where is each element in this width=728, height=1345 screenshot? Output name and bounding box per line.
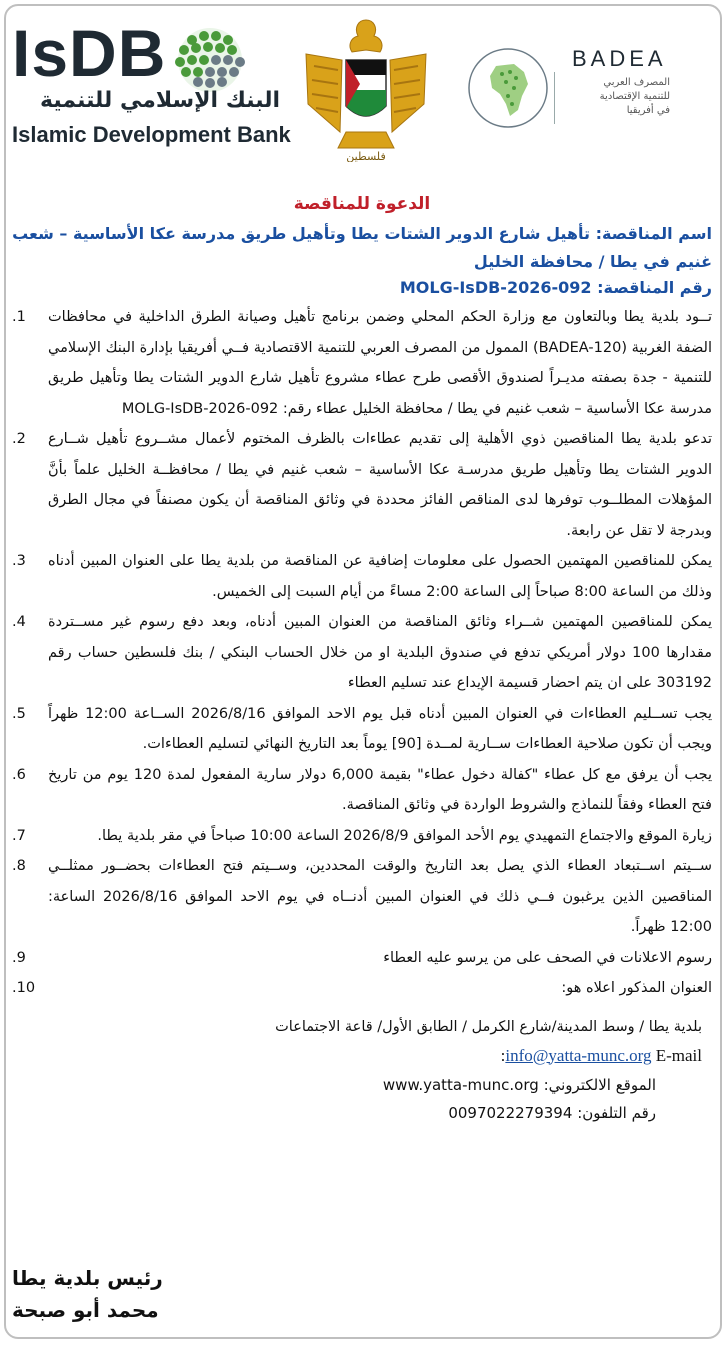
- item-number: .5: [12, 705, 26, 722]
- list-item: [12, 973, 712, 1004]
- badea-divider: [554, 72, 555, 124]
- item-number: .8: [12, 858, 26, 874]
- badea-logo-text: BADEA: [572, 46, 667, 71]
- item-text: العنوان المذكور اعلاه هو:: [561, 980, 712, 996]
- list-item: [12, 302, 712, 424]
- badea-arabic-line: في أفريقيا: [626, 105, 670, 116]
- item-text: يجب أن يرفق مع كل عطاء "كفالة دخول عطاء" بقيمة 6,000 دولار سارية المفعول لمدة 120 يوم من تاريخ فتح العطاء وفقاً للنماذج والشروط الواردة في وثائق المناقصة.: [48, 766, 712, 813]
- badea-africa-logo-icon: [466, 46, 550, 130]
- website-row: [12, 1076, 712, 1094]
- list-item: [12, 699, 712, 760]
- item-text: ســيتم اســتبعاد العطاء الذي يصل بعد التاريخ والوقت المحددين، وســيتم فتح العطاءات بحضــور ممثلــي المناقصين الذين يرغبون فــي ذلك في العنوان المبين أدنــاه في يوم الاحد الموافق 2026/8/16 الساعة: 12:00 ظهراً.: [48, 858, 712, 935]
- item-text: رسوم الاعلانات في الصحف على من يرسو عليه العطاء: [383, 949, 712, 966]
- badea-arabic-name: [560, 76, 670, 118]
- svg-text:فلسطين: فلسطين: [346, 150, 386, 162]
- signature-name: محمد أبو صبحة: [12, 1298, 159, 1322]
- email-label: E-mail:: [500, 1045, 702, 1065]
- isdb-arabic-name: البنك الإسلامي للتنمية: [40, 88, 280, 113]
- list-item: [12, 607, 713, 699]
- email-link[interactable]: info@yatta-munc.org: [505, 1045, 652, 1065]
- website-label: الموقع الالكتروني:: [543, 1075, 656, 1094]
- phone-label: رقم التلفون:: [577, 1103, 656, 1122]
- phone-number: 0097022279394: [448, 1103, 573, 1122]
- item-number: .1: [12, 309, 26, 325]
- email-row: [12, 1046, 712, 1066]
- item-number: .4: [12, 614, 26, 630]
- phone-row: [12, 1104, 712, 1122]
- item-text: يمكن للمناقصين المهتمين شــراء وثائق المناقصة من العنوان المبين أدناه، وبعد دفع رسوم غير مســتردة مقدارها 100 دولار أمريكي تدفع في صندوق البلدية او من خلال الحساب البنكي / بنك فلسطين حساب رقم 303192 على ان يتم احضار قسيمة الإيداع عند تسليم العطاء: [48, 614, 713, 691]
- list-item: [12, 851, 712, 943]
- isdb-globe-icon: [154, 20, 266, 92]
- item-text: زيارة الموقع والاجتماع التمهيدي يوم الأحد الموافق 2026/8/9 الساعة 10:00 صباحاً في مقر بلدية يطا.: [97, 827, 712, 844]
- notice-heading: الدعوة للمناقصة: [293, 194, 431, 214]
- item-number: .10: [12, 980, 36, 996]
- list-item: [12, 546, 712, 607]
- tender-terms-list: [12, 302, 712, 1004]
- badea-arabic-line: للتنمية الإقتصادية: [599, 91, 670, 102]
- list-item: [12, 760, 712, 821]
- list-item: [12, 821, 712, 852]
- item-number: .2: [12, 431, 26, 447]
- logo-header: [0, 0, 728, 175]
- list-item: [12, 424, 712, 546]
- badea-arabic-line: المصرف العربي: [603, 77, 670, 88]
- item-number: .6: [12, 766, 26, 783]
- item-text: يجب تســليم العطاءات في العنوان المبين أدناه قبل يوم الاحد الموافق 2026/8/16 الســاعة 12:00 ظهراً ويجب أن تكون صلاحية العطاءات ســارية لمــدة [90] يوماً بعد التاريخ النهائي لتسليم العطاءات.: [48, 705, 712, 752]
- item-number: .9: [12, 949, 26, 966]
- tender-name: اسم المناقصة: تأهيل شارع الدوير الشتات يطا وتأهيل طريق مدرسة عكا الأساسية – شعب غنيم في يطا / محافظة الخليل: [12, 224, 712, 271]
- isdb-logo-text: IsDB: [12, 16, 167, 90]
- tender-number: رقم المناقصة: MOLG-IsDB-2026-092: [399, 278, 712, 297]
- signature-title: رئيس بلدية يطا: [12, 1266, 163, 1290]
- tender-notice-body: [12, 190, 712, 1122]
- item-text: تدعو بلدية يطا المناقصين ذوي الأهلية إلى تقديم عطاءات بالظرف المختوم لأعمال مشــروع تأهيل شــارع الدوير الشتات يطا وتأهيل طريق مدرسـة عكا الأساسية – شعب غنيم في يطا / محافظــة الخليل علماً بأنَّ المؤهلات المطلــوب توفرها لدى المناقص الفائز محددة في وثائق المناقصة أن يكون مصنفاً في مجال الطرق وبدرجة لا تقل عن رابعة.: [48, 431, 712, 539]
- item-number: .3: [12, 553, 26, 569]
- item-number: .7: [12, 827, 26, 844]
- address-line: بلدية يطا / وسط المدينة/شارع الكرمل / الطابق الأول/ قاعة الاجتماعات: [275, 1018, 702, 1035]
- palestine-eagle-emblem-icon: [298, 14, 434, 162]
- item-text: تــود بلدية يطا وبالتعاون مع وزارة الحكم المحلي وضمن برنامج تأهيل وصيانة الطرق الداخلية في محافظات الضفة الغربية (BADEA-120) الممول من المصرف العربي للتنمية الاقتصادية فــي أفريقيا بإدارة البنك الإسلامي للتنمية - جدة بصفته مديـراً لصندوق الأقصى طرح عطاء مشروع تأهيل شارع الدوير الشتات يطا وتأهيل طريق مدرسة عكا الأساسية – شعب غنيم في يطا / محافظة الخليل عطاء رقم: MOLG-IsDB-2026-092: [48, 309, 712, 417]
- isdb-english-name: Islamic Development Bank: [12, 122, 291, 147]
- item-text: يمكن للمناقصين المهتمين الحصول على معلومات إضافية عن المناقصة من بلدية يطا على العنوان المبين أدناه وذلك من الساعة 8:00 صباحاً إلى الساعة 2:00 مساءً من أيام السبت إلى الخميس.: [48, 553, 712, 600]
- list-item: [12, 943, 712, 974]
- signature-block: [12, 1262, 163, 1326]
- website-link[interactable]: www.yatta-munc.org: [382, 1075, 539, 1094]
